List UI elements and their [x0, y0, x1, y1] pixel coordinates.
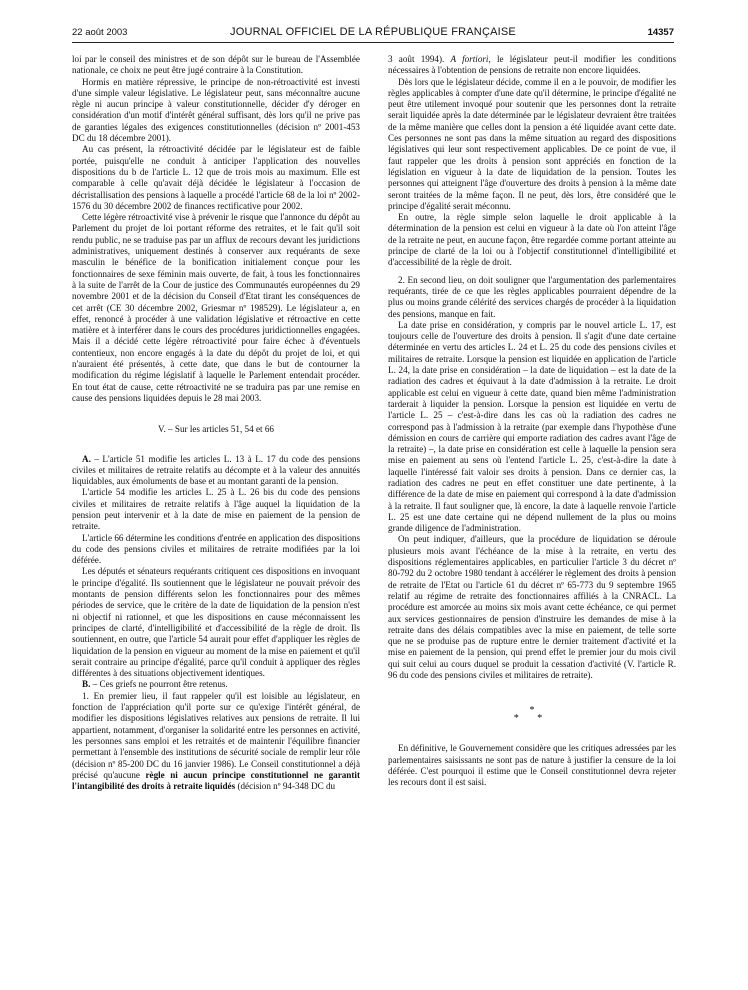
asterism-top: * [529, 705, 535, 717]
paragraph-text: 3 août 1994). [388, 54, 451, 64]
paragraph [72, 454, 360, 488]
paragraph [72, 691, 360, 793]
paragraph: En outre, la règle simple selon laquelle le droit applicable à la détermination de la pension est celui en vigueur à la date où l'on atteint l'âge de la retraite ne peut, en aucune façon, être regardée comme portant atteinte au principe de clarté de la loi ou à l'objectif constitutionnel d'intelligibilité et d'accessibilité de la règle de droit. [388, 212, 676, 268]
paragraph: L'article 54 modifie les articles L. 25 à L. 26 bis du code des pensions civiles et militaires de retraite relatifs à l'âge auquel la liquidation de la pension peut intervenir et à la date de mise en paiement de la pension de retraite. [72, 487, 360, 532]
paragraph: 2. En second lieu, on doit souligner que l'argumentation des parlementaires requérants, tirée de ce que les règles applicables pourraient dépendre de la plus ou moins grande célérité des services chargés de procéder à la liquidation des pensions, manque en fait. [388, 274, 676, 319]
paragraph: La date prise en considération, y compris par le nouvel article L. 17, est toujours celle de l'ouverture des droits à pension. Il s'agit d'une date certaine déterminée en vertu des articles L. 24 et L. 25 du code des pensions civiles et militaires de retraite. Lorsque la pension est liquidée en application de l'article L. 24, la date prise en considération – la date de liquidation – est la date de la radiation des cadres et équivaut à la date d'admission à la retraite. Le droit applicable est celui en vigueur à cette date, quand bien même l'administration tarderait à liquider la pension. Lorsque la pension est liquidée en vertu de l'article L. 25 – c'est-à-dire dans les cas où la radiation des cadres ne correspond pas à l'admission à la retraite (par exemple dans l'hypothèse d'une démission en cours de carrière qui emporte radiation des cadres avant l'âge de la retraite) –, la date prise en considération est celle à laquelle la pension sera mise en paiement au sens où l'entend l'article L. 25, c'est-à-dire la date à laquelle l'intéressé fait valoir ses droits à pension. Dans ce dernier cas, la radiation des cadres ne peut en effet constituer une date pertinente, à la différence de la date de mise en paiement qui correspond à la date d'admission à la retraite. Il faut souligner que, là encore, la date à laquelle renvoie l'article L. 25 est une date certaine qui ne dépend nullement de la plus ou moins grande diligence de l'administration. [388, 319, 676, 534]
section-heading: V. – Sur les articles 51, 54 et 66 [158, 424, 274, 435]
asterism-bottom: * * [513, 713, 551, 725]
paragraph-text: – Ces griefs ne pourront être retenus. [90, 679, 228, 690]
paragraph-label: A. [82, 453, 91, 464]
paragraph: Cette légère rétroactivité vise à prévenir le risque que l'annonce du dépôt au Parlement du projet de loi portant réforme des retraites, et le fait qu'il soit rendu public, ne se traduise pas par un afflux de recours devant les juridictions administratives, uniquement destinés à conserver aux requérants de sexe masculin le bénéfice de la bonification initialement conçue pour les fonctionnaires de sexe féminin mais ouverte, de fait, à tous les fonctionnaires à la suite de l'arrêt de la Cour de justice des Communautés européennes du 29 novembre 2001 et de la décision du Conseil d'Etat tirant les conséquences de cet arrêt (CE 30 décembre 2002, Griesmar nº 198529). Le législateur a, en effet, renoncé à procéder à une validation législative et rétroactive en cette matière et à interférer dans le cours des procédures juridictionnelles engagées. Mais il a décidé cette légère rétroactivité pour faire échec à d'éventuels contentieux, non encore engagés à la date du dépôt du projet de loi, et qui n'auraient été présentés, à cette date, que dans le but de contourner la modification du régime législatif à laquelle le Parlement entendait procéder. En tout état de cause, cette rétroactivité ne se traduira pas par une remise en cause des pensions liquidées depuis le 28 mai 2003. [72, 212, 360, 403]
header-date: 22 août 2003 [72, 27, 128, 38]
bold-phrase: règle ni aucun principe constitutionnel ne garantit l'intangibilité des droits à retraite liquidés [72, 769, 360, 792]
paragraph: En définitive, le Gouvernement considère que les critiques adressées par les parlementaires saisissants ne sont pas de nature à justifier la censure de la loi déférée. C'est pourquoi il estime que le Conseil constitutionnel devra rejeter les recours dont il est saisi. [388, 743, 676, 788]
paragraph: Les députés et sénateurs requérants critiquent ces dispositions en invoquant le principe d'égalité. Ils soutiennent que le législateur ne pouvait prévoir des montants de pension différents selon les fonctionnaires pour des mêmes périodes de service, que le critère de la date de liquidation de la pension n'est ni objectif ni rationnel, et que les dispositions en cause méconnaissent les principes de clarté, d'intelligibilité et d'accessibilité de la règle de droit. Ils soutiennent, en outre, que l'article 54 aurait pour effet d'appliquer les règles de liquidation de la pension en vigueur au moment de la mise en paiement et qu'il serait contraire au principe d'égalité, parce qu'il conduit à appliquer des règles différentes à des situations objectivement identiques. [72, 566, 360, 679]
right-column [388, 54, 676, 789]
paragraph-text: – L'article 51 modifie les articles L. 13 à L. 17 du code des pensions civiles et militaires de retraite relatifs au décompte et à la valeur des annuités liquidables, aux émoluments de base et au montant garanti de la pension. [72, 453, 360, 487]
header-title: JOURNAL OFFICIEL DE LA RÉPUBLIQUE FRANÇAISE [230, 26, 516, 38]
paragraph [72, 679, 360, 690]
paragraph-text: (décision nº 94-348 DC du [235, 781, 336, 792]
paragraph-label: B. [82, 679, 91, 690]
paragraph: Hormis en matière répressive, le principe de non-rétroactivité est investi d'une simple valeur législative. Le législateur peut, sans méconnaître aucune règle ni aucun principe à valeur constitutionnelle, décider d'y déroger en considération d'un motif d'intérêt général suffisant, dès lors qu'il ne prive pas de garanties légales des exigences constitutionnelles (décision nº 2001-453 DC du 18 décembre 2001). [72, 76, 360, 144]
paragraph: On peut indiquer, d'ailleurs, que la procédure de liquidation se déroule plusieurs mois avant l'échéance de la mise à la retraite, en vertu des dispositions réglementaires applicables, en particulier l'article 3 du décret nº 80-792 du 2 octobre 1980 tendant à accélérer le règlement des droits à pension de retraite de l'Etat ou l'article 61 du décret nº 65-773 du 9 septembre 1965 relatif au régime de retraite des fonctionnaires affiliés à la CNRACL. La procédure est amorcée au moins six mois avant cette échéance, ce qui permet aux services gestionnaires de pension d'instruire les demandes de mise à la retraite dans des délais compatibles avec la mise en paiement, de telle sorte que ne se produise pas de rupture entre le dernier traitement d'activité et la mise en paiement de la pension, qui prend effet le premier jour du mois civil qui suit celui au cours duquel se produit la cessation d'activité (V. l'article R. 96 du code des pensions civiles et militaires de retraite). [388, 534, 676, 681]
paragraph: Au cas présent, la rétroactivité décidée par le législateur est de faible portée, puisqu'elle ne conduit à anticiper l'application des nouvelles dispositions du b de l'article L. 12 que de trois mois au maximum. Elle est comparable à celle qu'avait déjà décidée le législateur à l'occasion de décristallisation des pensions à laquelle a procédé l'article 68 de la loi nº 2002-1576 du 30 décembre 2002 de finances rectificative pour 2002. [72, 144, 360, 211]
italic-phrase: A fortiori [450, 54, 489, 64]
paragraph: loi par le conseil des ministres et de son dépôt sur le bureau de l'Assemblée nationale, ce choix ne peut être jugé contraire à la Constitution. [72, 54, 360, 76]
paragraph: L'article 66 détermine les conditions d'entrée en application des dispositions du code des pensions civiles et militaires de retraite modifiées par la loi déférée. [72, 532, 360, 566]
paragraph: Dès lors que le législateur décide, comme il en a le pouvoir, de modifier les règles applicables à compter d'une date qu'il détermine, le principe d'égalité ne peut être utilement invoqué pour soutenir que les personnes dont la retraite serait liquidée après la date déterminée par le législateur devraient être traitées de la même manière que celles dont la pension a été liquidée avant cette date. Ces personnes ne sont pas dans la même situation au regard des dispositions législatives qui leur sont respectivement applicables. De ce point de vue, il faut rappeler que les droits à pension sont appréciés en fonction de la législation en vigueur à la date de liquidation de la pension. Toutes les personnes qui atteignent l'âge d'ouverture des droits à pension à la même date seront traitées de la même façon. Il ne peut, dès lors, être considéré que le principe d'égalité serait méconnu. [388, 76, 676, 211]
page-number: 14357 [647, 27, 674, 38]
paragraph-text: 1. En premier lieu, il faut rappeler qu'il est loisible au législateur, en fonction de l'appréciation qu'il porte sur ce qu'exige l'intérêt général, de modifier les dispositions législatives relatives aux pensions de retraite. Il lui appartient, notamment, d'organiser la solidarité entre les personnes en activité, les personnes sans emploi et les retraités et de maintenir l'équilibre financier permettant à l'ensemble des institutions de sécurité sociale de remplir leur rôle (décision nº 85-200 DC du 16 janvier 1986). Le Conseil constitutionnel a déjà précisé qu'aucune [72, 690, 360, 780]
asterism-separator [388, 707, 676, 723]
left-column [72, 54, 360, 792]
page-header [72, 26, 674, 43]
paragraph [388, 54, 676, 77]
paragraph-text: , le législateur peut-il modifier les conditions nécessaires à l'obtention de pensions de retraite non encore liquidées. [388, 54, 677, 76]
